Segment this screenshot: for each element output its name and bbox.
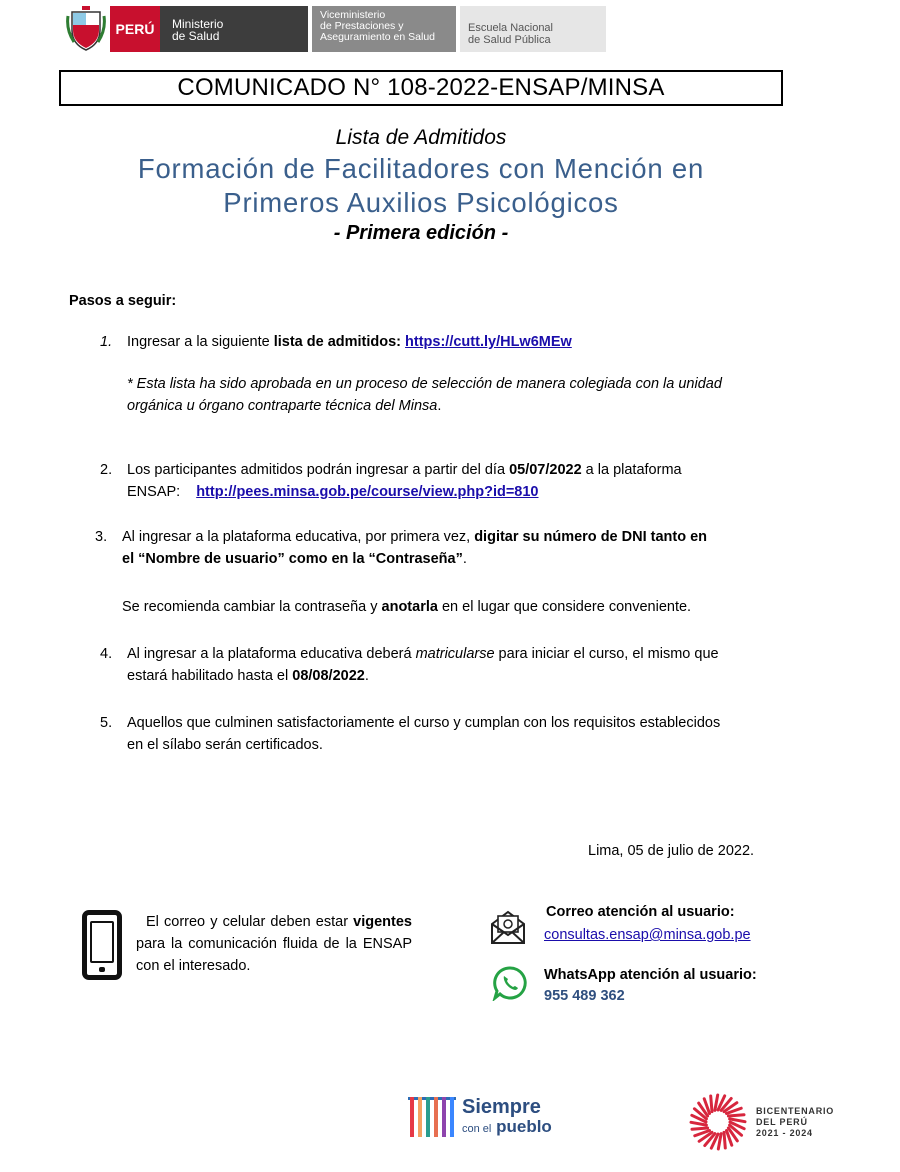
step-4-text bbox=[127, 643, 719, 687]
step-3-bold2: el “Nombre de usuario” como en la “Contraseña” bbox=[122, 551, 463, 567]
step-3-rec2: en el lugar que considere conveniente. bbox=[437, 599, 692, 615]
bicentenario-line: DEL PERÚ bbox=[756, 1116, 808, 1127]
email-link[interactable]: consultas.ensap@minsa.gob.pe bbox=[544, 927, 751, 943]
step-3-rec1: Se recomienda cambiar la contraseña y bbox=[122, 599, 382, 615]
step-1-number: 1. bbox=[100, 334, 113, 350]
step-1-text bbox=[127, 331, 572, 353]
peru-label: PERÚ bbox=[110, 6, 160, 52]
step-2-date: 05/07/2022 bbox=[509, 462, 582, 478]
whatsapp-number[interactable]: 955 489 362 bbox=[544, 988, 625, 1004]
edition-label: - Primera edición - bbox=[333, 222, 509, 244]
siempre-text bbox=[462, 1097, 552, 1139]
step-4-number: 4. bbox=[100, 646, 113, 662]
step-4-text3: estará habilitado hasta el bbox=[127, 668, 293, 684]
step-4-line bbox=[127, 643, 719, 665]
whatsapp-title: WhatsApp atención al usuario: bbox=[544, 967, 757, 983]
siempre-con-el: con el bbox=[462, 1123, 492, 1135]
siempre-line2 bbox=[462, 1117, 552, 1139]
step-3-text bbox=[122, 526, 707, 570]
mobile-phone-icon bbox=[82, 910, 122, 980]
step-3-number: 3. bbox=[95, 529, 108, 545]
pasos-heading: Pasos a seguir: bbox=[69, 293, 177, 309]
step-4-end: . bbox=[364, 668, 369, 684]
step-5-line: Aquellos que culminen satisfactoriamente el curso y cumplan con los requisitos establecidos bbox=[127, 715, 721, 731]
step-2-text1: Los participantes admitidos podrán ingresar a partir del día bbox=[127, 462, 510, 478]
sun-ray bbox=[724, 1132, 725, 1148]
step-1-intro: Ingresar a la siguiente bbox=[127, 334, 274, 350]
ministerio-line: Ministerio bbox=[172, 17, 224, 31]
comunicado-title: COMUNICADO N° 108-2022-ENSAP/MINSA bbox=[59, 70, 783, 106]
platform-link[interactable]: http://pees.minsa.gob.pe/course/view.php?id=810 bbox=[196, 484, 539, 500]
admitidos-link[interactable]: https://cutt.ly/HLw6MEw bbox=[405, 334, 572, 350]
step-2-line bbox=[127, 459, 682, 481]
sun-ray bbox=[711, 1096, 712, 1112]
step-3-line bbox=[122, 526, 707, 548]
step-2-line bbox=[127, 481, 682, 503]
sun-ray bbox=[728, 1115, 744, 1116]
step-2-ensap: ENSAP: bbox=[127, 484, 181, 500]
email-icon bbox=[489, 908, 527, 946]
sun-ray bbox=[692, 1128, 708, 1129]
step-3-bold1: digitar su número de DNI tanto en bbox=[474, 529, 708, 545]
phone-note bbox=[136, 911, 412, 977]
course-title-line: Primeros Auxilios Psicológicos bbox=[223, 187, 619, 218]
step-4-text2: para iniciar el curso, el mismo que bbox=[494, 646, 719, 662]
correo-title: Correo atención al usuario: bbox=[546, 904, 735, 920]
siempre-pueblo: pueblo bbox=[496, 1117, 552, 1136]
viceministerio-line: de Prestaciones y bbox=[320, 20, 404, 32]
siempre-bars-icon bbox=[406, 1093, 458, 1143]
escuela-label bbox=[460, 6, 606, 52]
step-5-text bbox=[127, 712, 720, 756]
step-1-bold: lista de admitidos: bbox=[273, 334, 406, 350]
step-5-number: 5. bbox=[100, 715, 113, 731]
ministerio-label bbox=[160, 6, 308, 52]
step-3-line bbox=[122, 548, 707, 570]
phone-note-text1: El correo y celular deben estar bbox=[146, 914, 354, 930]
step-number bbox=[100, 331, 112, 353]
lista-title: Lista de Admitidos bbox=[335, 126, 507, 149]
phone-note-bold: vigentes bbox=[353, 914, 412, 930]
bicentenario-text bbox=[756, 1106, 834, 1139]
step-4-italic: matricularse bbox=[415, 646, 495, 662]
step-4-text1: Al ingresar a la plataforma educativa deberá bbox=[127, 646, 416, 662]
course-title-line: Formación de Facilitadores con Mención en bbox=[137, 153, 705, 184]
bicentenario-sun-icon bbox=[688, 1092, 748, 1152]
bicentenario-line: 2021 - 2024 bbox=[756, 1127, 813, 1138]
siempre-line1: Siempre bbox=[462, 1096, 541, 1118]
course-title bbox=[0, 152, 842, 220]
step-1-note-period: . bbox=[437, 398, 442, 414]
step-3-rec-bold: anotarla bbox=[381, 599, 438, 615]
viceministerio-line: Viceministerio bbox=[320, 9, 386, 21]
coat-of-arms-icon bbox=[66, 6, 106, 52]
header-logos bbox=[66, 6, 606, 52]
step-2-text bbox=[127, 459, 682, 503]
step-5-line: en el sílabo serán certificados. bbox=[127, 737, 323, 753]
step-4-line bbox=[127, 665, 719, 687]
step-3-recommendation bbox=[122, 596, 691, 618]
viceministerio-label bbox=[312, 6, 456, 52]
step-1-note bbox=[127, 373, 722, 417]
step-3-text1: Al ingresar a la plataforma educativa, por primera vez, bbox=[122, 529, 475, 545]
bicentenario-logo bbox=[688, 1092, 834, 1152]
whatsapp-icon bbox=[492, 965, 528, 1001]
ministerio-line: de Salud bbox=[172, 29, 220, 43]
siempre-logo bbox=[406, 1093, 552, 1143]
escuela-line: Escuela Nacional bbox=[468, 22, 553, 34]
step-3-end: . bbox=[462, 551, 467, 567]
step-1-note-line: * Esta lista ha sido aprobada en un proceso de selección de manera colegiada con la unidad bbox=[127, 376, 722, 392]
step-4-date: 08/08/2022 bbox=[292, 668, 365, 684]
step-2-number: 2. bbox=[100, 462, 113, 478]
bicentenario-line: BICENTENARIO bbox=[756, 1105, 835, 1116]
step-1-note-line bbox=[127, 395, 722, 417]
document-date: Lima, 05 de julio de 2022. bbox=[588, 843, 755, 859]
step-2-text2: a la plataforma bbox=[581, 462, 682, 478]
phone-note-text2: para la comunicación fluida de la ENSAP con el interesado. bbox=[136, 936, 412, 974]
escuela-line: de Salud Pública bbox=[468, 34, 551, 46]
step-1-note-end: orgánica u órgano contraparte técnica del Minsa bbox=[127, 398, 438, 414]
viceministerio-line: Aseguramiento en Salud bbox=[320, 31, 435, 43]
